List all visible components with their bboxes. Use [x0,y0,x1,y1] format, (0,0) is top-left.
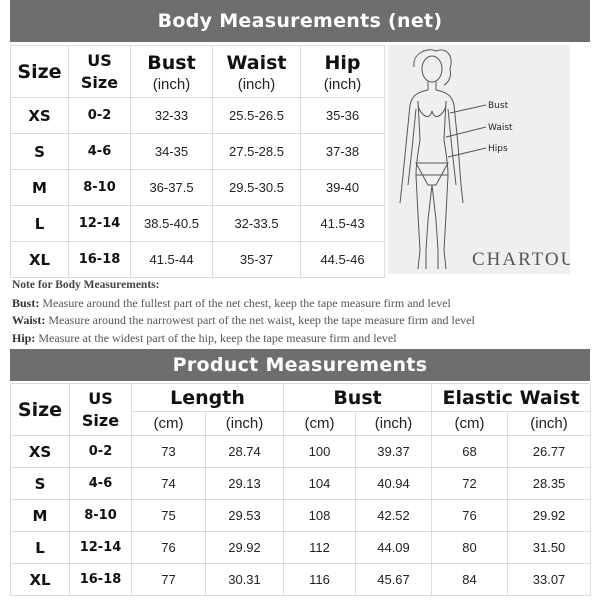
waist-cm-cell: 72 [432,468,508,500]
us-size-cell: 4-6 [70,468,132,500]
bust-cell: 41.5-44 [131,242,213,278]
bust-header: Bust [284,384,432,412]
waist-cm-cell: 80 [432,532,508,564]
us-size-cell: 12-14 [69,206,131,242]
length-cm-cell: 75 [132,500,206,532]
size-header: Size [11,46,69,98]
body-measurement-notes [12,277,592,347]
waist-cell: 29.5-30.5 [213,170,301,206]
body-measurements-title: Body Measurements (net) [10,0,590,42]
figure-label-bust: Bust [488,101,509,111]
size-cell: M [11,170,69,206]
bust-cm-unit: (cm) [284,412,356,436]
length-cm-unit: (cm) [132,412,206,436]
product-header-row [11,384,591,412]
bust-cm-cell: 100 [284,436,356,468]
bust-cm-cell: 116 [284,564,356,596]
us-label: US [88,388,113,408]
bust-cm-cell: 108 [284,500,356,532]
length-inch-cell: 29.53 [206,500,284,532]
length-inch-cell: 28.74 [206,436,284,468]
brand-logo: CHARTOU [472,249,570,270]
product-measurements-title: Product Measurements [10,349,590,381]
bust-cm-cell: 104 [284,468,356,500]
waist-unit: (inch) [237,76,276,93]
waist-inch-cell: 28.35 [508,468,591,500]
size-cell: S [11,134,69,170]
length-inch-unit: (inch) [206,412,284,436]
bust-inch-cell: 39.37 [356,436,432,468]
waist-inch-cell: 29.92 [508,500,591,532]
us-label: US [87,50,112,70]
table-row [11,206,385,242]
waist-cell: 35-37 [213,242,301,278]
table-row [11,436,591,468]
waist-cm-cell: 68 [432,436,508,468]
note-line-bust [12,295,592,313]
us-size-cell: 8-10 [70,500,132,532]
hip-cell: 41.5-43 [301,206,385,242]
figure-label-hips: Hips [488,144,508,154]
table-row [11,500,591,532]
note-term: Waist: [12,313,46,327]
table-row [11,532,591,564]
note-text: Measure around the narrowest part of the net waist, keep the tape measure firm and level [48,313,475,327]
length-cm-cell: 76 [132,532,206,564]
bust-inch-cell: 40.94 [356,468,432,500]
bust-inch-unit: (inch) [356,412,432,436]
waist-inch-cell: 26.77 [508,436,591,468]
us-size-cell: 16-18 [69,242,131,278]
hip-cell: 39-40 [301,170,385,206]
hip-unit: (inch) [323,76,362,93]
bust-cell: 34-35 [131,134,213,170]
table-row [11,134,385,170]
bust-cell: 36-37.5 [131,170,213,206]
product-measurements-table [10,383,591,596]
waist-cm-cell: 84 [432,564,508,596]
table-row [11,468,591,500]
note-text: Measure around the fullest part of the net chest, keep the tape measure firm and level [42,295,451,310]
bust-cm-cell: 112 [284,532,356,564]
us-size-cell: 12-14 [70,532,132,564]
length-cm-cell: 74 [132,468,206,500]
length-cm-cell: 77 [132,564,206,596]
bust-cell: 32-33 [131,98,213,134]
body-outline-icon [388,45,570,274]
length-cm-cell: 73 [132,436,206,468]
us-size-cell: 4-6 [69,134,131,170]
length-inch-cell: 29.92 [206,532,284,564]
size-cell: XS [11,98,69,134]
bust-inch-cell: 42.52 [356,500,432,532]
table-row [11,242,385,278]
size-cell: XL [11,242,69,278]
waist-cell: 27.5-28.5 [213,134,301,170]
note-line-hip [12,330,592,348]
size-label: Size [80,72,119,92]
hip-cell: 37-38 [301,134,385,170]
body-figure-illustration [388,45,570,274]
bust-unit: (inch) [152,76,191,93]
bust-inch-cell: 44.09 [356,532,432,564]
bust-inch-cell: 45.67 [356,564,432,596]
waist-header [213,46,301,98]
hip-label: Hip [324,52,361,74]
note-line-waist [12,312,592,330]
us-size-cell: 0-2 [70,436,132,468]
figure-label-waist: Waist [488,123,513,133]
waist-cell: 25.5-26.5 [213,98,301,134]
length-inch-cell: 29.13 [206,468,284,500]
table-row [11,98,385,134]
hip-header [301,46,385,98]
us-size-header [69,46,131,98]
us-size-header [70,384,132,436]
bust-label: Bust [147,52,196,74]
us-size-cell: 8-10 [69,170,131,206]
table-row [11,564,591,596]
notes-title: Note for Body Measurements: [12,279,160,291]
table-row [11,170,385,206]
size-cell: M [11,500,70,532]
size-cell: L [11,206,69,242]
body-measurements-table [10,45,385,278]
note-term: Bust: [12,295,40,310]
waist-inch-cell: 33.07 [508,564,591,596]
size-header: Size [11,384,70,436]
note-term: Hip: [12,330,36,345]
note-text: Measure at the widest part of the hip, keep the tape measure firm and level [38,330,397,345]
size-cell: S [11,468,70,500]
hip-cell: 44.5-46 [301,242,385,278]
waist-inch-unit: (inch) [508,412,591,436]
us-size-cell: 0-2 [69,98,131,134]
hip-cell: 35-36 [301,98,385,134]
waist-inch-cell: 31.50 [508,532,591,564]
size-label: Size [81,410,120,430]
waist-cm-cell: 76 [432,500,508,532]
bust-header [131,46,213,98]
waist-label: Waist [226,52,287,74]
size-cell: XL [11,564,70,596]
size-cell: XS [11,436,70,468]
length-inch-cell: 30.31 [206,564,284,596]
us-size-cell: 16-18 [70,564,132,596]
waist-cell: 32-33.5 [213,206,301,242]
size-cell: L [11,532,70,564]
length-header: Length [132,384,284,412]
bust-cell: 38.5-40.5 [131,206,213,242]
elastic-waist-header: Elastic Waist [432,384,591,412]
waist-cm-unit: (cm) [432,412,508,436]
body-header-row [11,46,385,98]
